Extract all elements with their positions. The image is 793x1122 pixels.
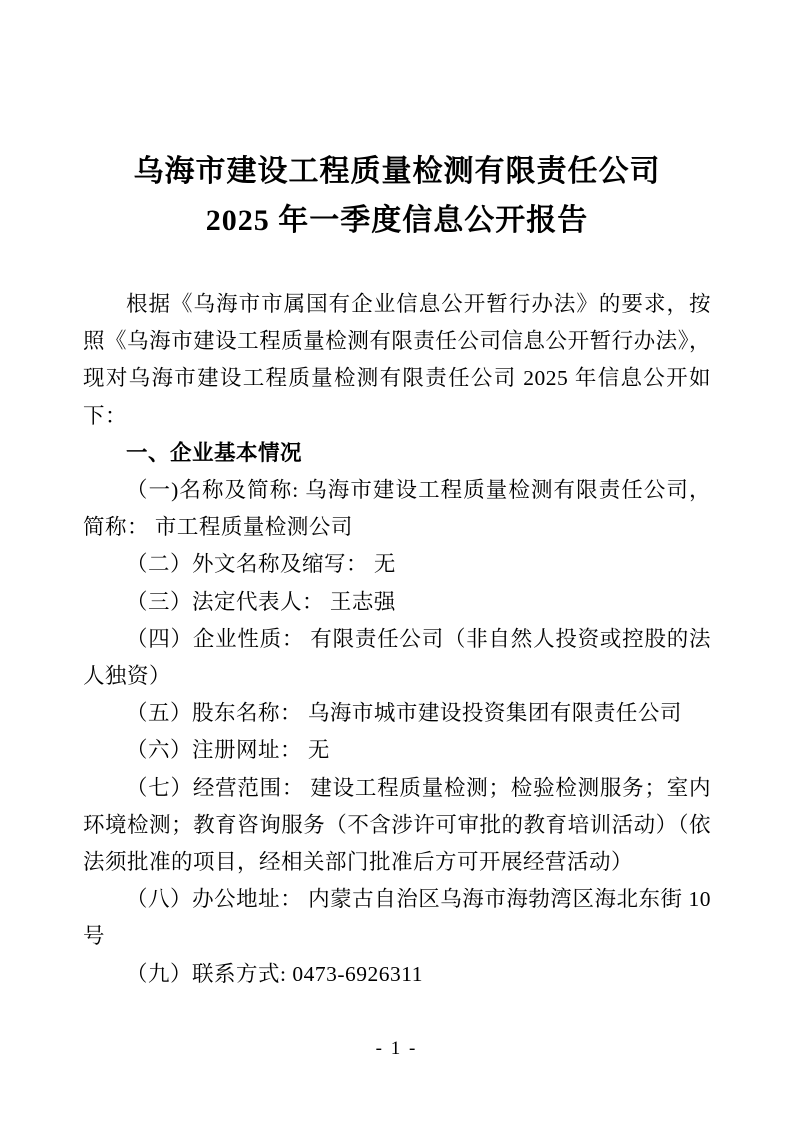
basic-info-item-1: （一)名称及简称: 乌海市建设工程质量检测有限责任公司，简称： 市工程质量检测公司 — [83, 478, 711, 540]
basic-info-item-7: （七）经营范围： 建设工程质量检测；检验检测服务；室内环境检测；教育咨询服务（不含涉许可审批的教育培训活动）（依法须批准的项目，经相关部门批准后方可开展经营活动） — [83, 775, 711, 875]
title-line-2: 2025 年一季度信息公开报告 — [205, 204, 589, 237]
page-number: - 1 - — [375, 1038, 418, 1059]
basic-info-item-3: （三）法定代表人： 王志强 — [126, 589, 396, 614]
intro-paragraph: 根据《乌海市市属国有企业信息公开暂行办法》的要求，按照《乌海市建设工程质量检测有限责任公司信息公开暂行办法》，现对乌海市建设工程质量检测有限责任公司 2025 年信息公开如下： — [83, 292, 711, 428]
basic-info-item-5: （五）股东名称： 乌海市城市建设投资集团有限责任公司 — [126, 701, 682, 726]
document-content — [83, 147, 711, 993]
basic-info-item-2: （二）外文名称及缩写： 无 — [126, 552, 396, 577]
title-line-1: 乌海市建设工程质量检测有限责任公司 — [133, 155, 661, 188]
basic-info-item-6: （六）注册网址： 无 — [126, 738, 330, 763]
basic-info-item-8: （八）办公地址： 内蒙古自治区乌海市海勃湾区海北东街 10 号 — [83, 887, 711, 949]
document-title — [83, 147, 711, 245]
document-body — [83, 286, 711, 993]
basic-info-item-9: （九）联系方式: 0473-6926311 — [126, 961, 423, 986]
basic-info-item-4: （四）企业性质： 有限责任公司（非自然人投资或控股的法人独资） — [83, 626, 711, 689]
page-footer — [0, 1038, 793, 1060]
section-1-heading: 一、企业基本情况 — [126, 440, 303, 465]
